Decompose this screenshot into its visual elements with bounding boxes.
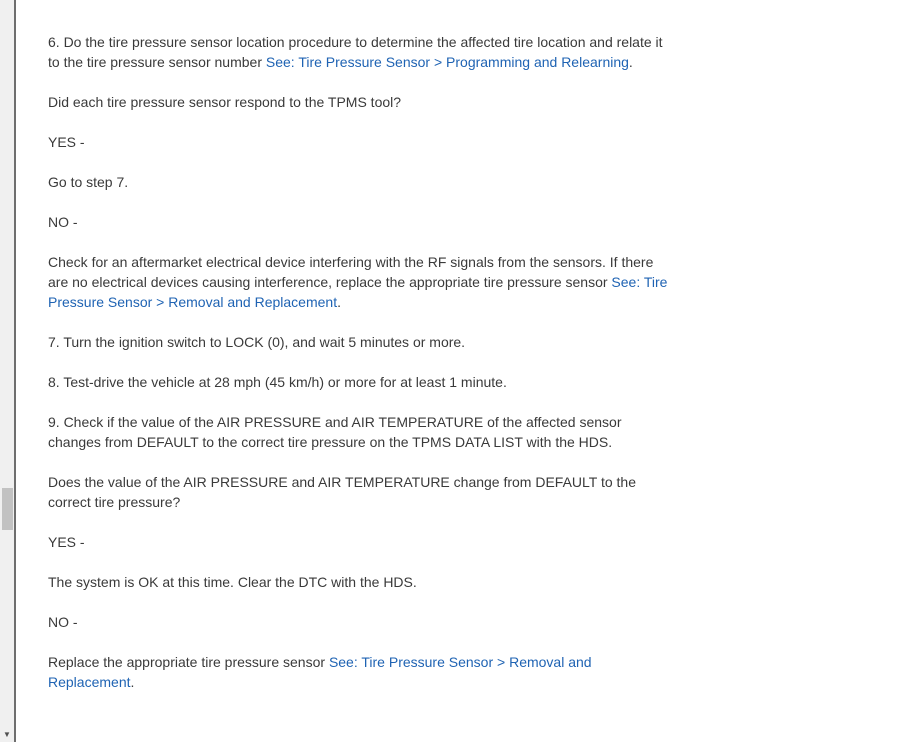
question-1: Did each tire pressure sensor respond to the TPMS tool? xyxy=(48,94,402,110)
no-action-1-end: . xyxy=(337,294,341,310)
yes-action-2: The system is OK at this time. Clear the DTC with the HDS. xyxy=(48,574,417,590)
removal-replacement-link-2[interactable]: See: Tire Pressure Sensor > Removal and Replacement xyxy=(48,654,592,690)
vertical-scrollbar[interactable] xyxy=(0,0,16,742)
scrollbar-thumb[interactable] xyxy=(2,488,13,530)
yes-label-1: YES - xyxy=(48,134,85,150)
programming-relearning-link[interactable]: See: Tire Pressure Sensor > Programming and Relearning xyxy=(265,54,629,70)
document-content xyxy=(48,32,673,712)
no-label-1: NO - xyxy=(48,214,78,230)
question-2: Does the value of the AIR PRESSURE and AIR TEMPERATURE change from DEFAULT to the correct tire pressure? xyxy=(48,474,636,510)
step-6-text: 6. Do the tire pressure sensor location procedure to determine the affected tire location and relate it to the tire pressure sensor number xyxy=(48,34,663,70)
step-6 xyxy=(48,32,673,72)
no-action-2 xyxy=(48,652,673,692)
no-action-2-text: Replace the appropriate tire pressure sensor xyxy=(48,654,329,670)
no-action-2-end: . xyxy=(130,674,135,690)
step-7: 7. Turn the ignition switch to LOCK (0), and wait 5 minutes or more. xyxy=(48,334,466,350)
no-action-1 xyxy=(48,252,673,312)
no-label-2: NO - xyxy=(48,614,78,630)
yes-label-2: YES - xyxy=(48,534,85,550)
step-6-end: . xyxy=(628,54,633,70)
scroll-down-arrow-icon[interactable]: ▼ xyxy=(3,730,11,739)
yes-action-1: Go to step 7. xyxy=(48,174,129,190)
step-9: 9. Check if the value of the AIR PRESSURE and AIR TEMPERATURE of the affected sensor changes from DEFAULT to the correct tire pressure on the TPMS DATA LIST with the HDS. xyxy=(48,414,622,450)
removal-replacement-link-1[interactable]: See: Tire Pressure Sensor > Removal and Replacement xyxy=(48,274,668,310)
step-8: 8. Test-drive the vehicle at 28 mph (45 km/h) or more for at least 1 minute. xyxy=(48,374,507,390)
no-action-1-text: Check for an aftermarket electrical device interfering with the RF signals from the sensors. If there are no electrical devices causing interference, replace the appropriate tire pressure sensor xyxy=(48,254,654,290)
